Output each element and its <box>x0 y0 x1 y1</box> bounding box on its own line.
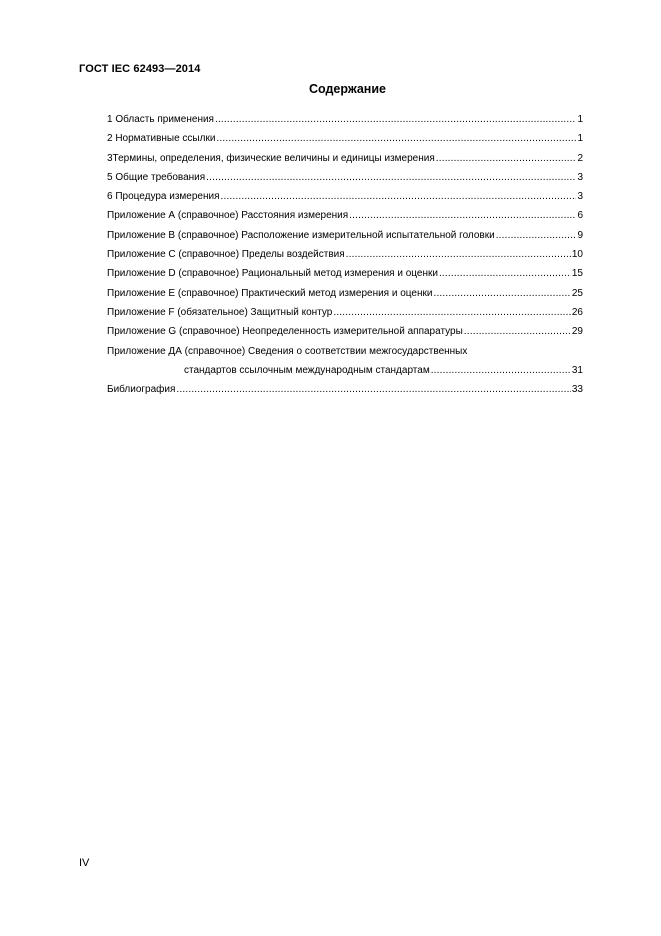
toc-leader-dots <box>176 380 570 399</box>
toc-entry-label: Приложение Е (справочное) Практический метод измерения и оценки <box>107 287 433 299</box>
toc-entry[interactable] <box>107 284 583 303</box>
toc-leader-dots <box>346 245 571 264</box>
toc-entry-page: 1 <box>577 114 583 125</box>
toc-entry-label: 1 Область применения <box>107 114 214 125</box>
toc-title <box>0 82 661 96</box>
toc-entry-label: 6 Процедура измерения <box>107 191 220 203</box>
toc-entry[interactable] <box>107 149 583 168</box>
toc-entry-label: Приложение F (обязательное) Защитный контур <box>107 306 333 318</box>
toc-entry-page: 6 <box>577 210 583 222</box>
toc-entry-page: 25 <box>571 287 583 299</box>
table-of-contents <box>107 110 583 399</box>
toc-entry-page: 1 <box>577 133 583 145</box>
toc-entry[interactable] <box>107 168 583 187</box>
toc-leader-dots <box>431 361 571 380</box>
toc-entry-label: 2 Нормативные ссылки <box>107 133 216 145</box>
toc-entry-page: 2 <box>577 152 583 164</box>
toc-entry-page: 15 <box>571 268 583 280</box>
toc-entry-page: 3 <box>577 191 583 203</box>
toc-leader-dots <box>333 303 571 322</box>
toc-title-text: Содержание <box>308 82 386 96</box>
toc-entry-page: 10 <box>571 249 583 261</box>
toc-entry[interactable] <box>107 245 583 264</box>
toc-entry-page: 33 <box>571 384 583 396</box>
toc-leader-dots <box>215 110 576 129</box>
toc-entry[interactable] <box>107 303 583 322</box>
toc-entry-label: Приложение В (справочное) Расположение измерительной испытательной головки <box>107 229 495 241</box>
toc-entry[interactable] <box>107 226 583 245</box>
toc-entry-page: 3 <box>577 171 583 183</box>
toc-entry-page: 9 <box>577 229 583 241</box>
toc-entry-label: Приложение G (справочное) Неопределенность измерительной аппаратуры <box>107 326 463 338</box>
toc-entry-page: 26 <box>571 306 583 318</box>
toc-entry-label: стандартов ссылочным международным стандартам <box>184 364 430 376</box>
toc-leader-dots <box>433 284 570 303</box>
toc-entry-page: 31 <box>571 364 583 376</box>
toc-leader-dots <box>436 149 577 168</box>
toc-entry-continuation[interactable] <box>107 361 583 380</box>
toc-entry-label: 3Термины, определения, физические величины и единицы измерения <box>107 152 435 164</box>
toc-entry-label: Приложение А (справочное) Расстояния измерения <box>107 210 349 222</box>
toc-entry[interactable] <box>107 342 583 361</box>
toc-entry[interactable] <box>107 110 583 129</box>
toc-leader-dots <box>221 187 577 206</box>
toc-entry-label: Приложение ДА (справочное) Сведения о соответствии межгосударственных <box>107 345 468 357</box>
toc-entry[interactable] <box>107 380 583 399</box>
toc-entry[interactable] <box>107 187 583 206</box>
toc-entry[interactable] <box>107 206 583 225</box>
toc-entry-label: Приложение С (справочное) Пределы воздействия <box>107 249 345 261</box>
toc-entry[interactable] <box>107 322 583 341</box>
toc-leader-dots <box>216 129 576 148</box>
toc-entry-page: 29 <box>571 326 583 338</box>
toc-entry-label: Приложение D (справочное) Рациональный метод измерения и оценки <box>107 268 438 280</box>
toc-leader-dots <box>496 226 577 245</box>
document-code: ГОСТ IEC 62493—2014 <box>79 63 201 75</box>
toc-entry[interactable] <box>107 129 583 148</box>
page-number: IV <box>79 857 90 869</box>
toc-leader-dots <box>206 168 576 187</box>
toc-entry-label: 5 Общие требования <box>107 171 206 183</box>
toc-entry[interactable] <box>107 264 583 283</box>
toc-entry-label: Библиография <box>107 384 176 396</box>
toc-leader-dots <box>464 322 571 341</box>
toc-leader-dots <box>349 206 576 225</box>
toc-leader-dots <box>439 264 571 283</box>
